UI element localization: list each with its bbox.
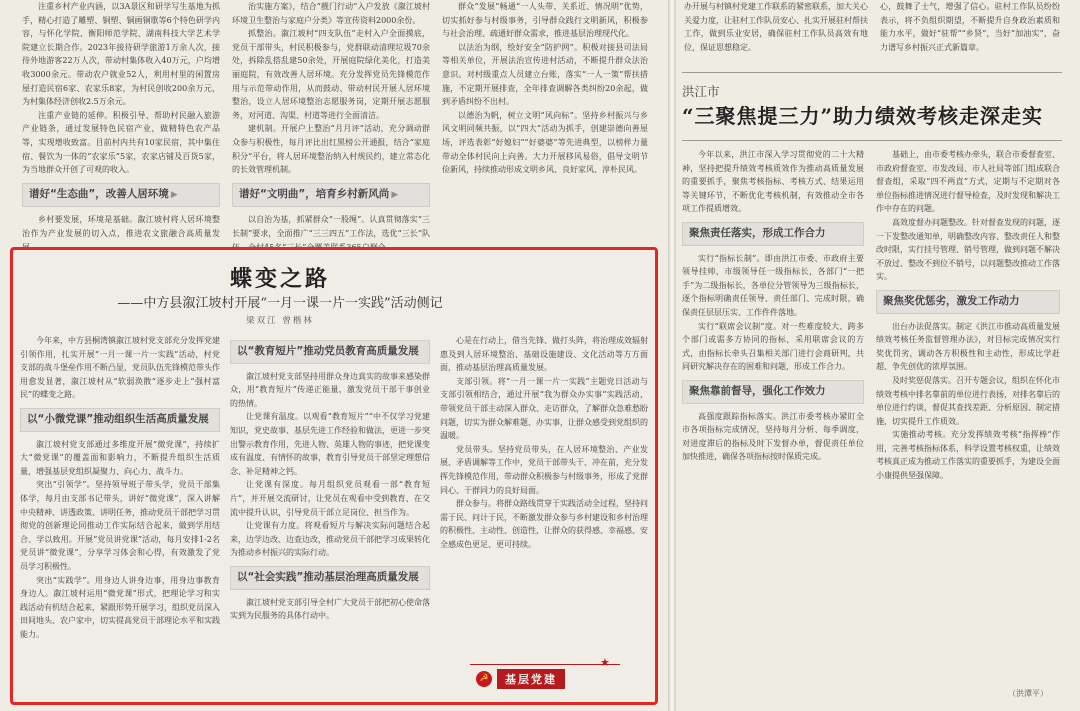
paragraph: 实施推动考核。充分发挥绩效考核“指挥棒”作用，完善考核指标体系，科学设置考核权重，让绩效考核真正成为推动工作落实的重要抓手，为建设全面小康提供坚强保障。 — [876, 430, 1060, 481]
right-article-column-1 — [682, 148, 864, 698]
section-subhead: 谱好“文明曲”，培育乡村新风尚 ▶ — [232, 183, 430, 208]
paragraph: 以德治为帆，树立文明“风向标”。坚持乡村振兴与乡风文明同频共振，以“四大”活动为抓手，创建崇德向善屋场，评选表彰“好媳妇”“好婆婆”等先进典型，以榜样力量带动全体村民向上向善。大力开展移风易俗，倡导文明节俭新风，持续推动形成文明乡风、良好家风、淳朴民风。 — [442, 110, 648, 175]
paragraph: 让党课有力度。将观看短片与解决实际问题结合起来，边学边改、边查边改，推动党员干部把学习成果转化为推动乡村振兴的实际行动。 — [230, 521, 430, 558]
section-rule — [682, 72, 1062, 73]
article-headline: 蝶变之路 — [229, 266, 330, 292]
page-fold — [668, 0, 676, 711]
paragraph: 实行“指标长制”。即由洪江市委、市政府主要领导挂帅，市级领导任一级指标长，各部门“一把手”为二级指标长，各单位分管领导为三级指标长，逐个指标明确责任领导、责任部门、完成时限，确保责任层层压实、工作件件落地。 — [682, 253, 864, 317]
paragraph: 心是在行动上，借当先锋、做打头阵，将治理成效辐射惠及到人居环境整治、基础设施建设、文化活动等方方面面，推动基层治理高质量发展。 — [440, 336, 648, 373]
left-top-column-2 — [232, 0, 430, 244]
section-subhead: 聚焦奖优惩劣，激发工作动力 — [876, 290, 1060, 314]
triangle-icon: ▶ — [170, 189, 178, 200]
section-rule — [682, 140, 1062, 141]
column-brand-label: 基层党建 — [497, 669, 565, 689]
paragraph: 让党课有深度。每月组织党员观看一部“教育短片”，并开展交流研讨，让党员在观看中受到教育、在交流中提升认识，引导党员干部立足岗位、担当作为。 — [230, 480, 430, 517]
article-subtitle: ——中方县溆江坡村开展“一月一课一片一实践”活动侧记 — [117, 296, 443, 311]
paragraph: 以自治为基，抓紧群众“一股绳”。认真贯彻落实“三长制”要求，全面推广“三三四五”工作法，选优“三长”队 — [232, 215, 430, 238]
paragraph: 今年以来，洪江市深入学习贯彻党的二十大精神，坚持把提升绩效考核质效作为推动高质量发展的重要抓手，聚焦考核指标、考核方式、结果运用等关键环节，不断优化考核机制，有效推动全市各项工作提质增效。 — [682, 150, 864, 214]
right-article-column-2 — [876, 148, 1060, 688]
paragraph: 出台办法促落实。制定《洪江市推动高质量发展绩效考核任务监督管理办法》，对目标完成情况实行奖优罚劣，调动各方积极性和主动性，形成比学赶超、争先创优的浓厚氛围。 — [876, 321, 1060, 372]
left-top-column-3 — [442, 0, 648, 244]
paragraph: 高效度督办问题整改。针对督查发现的问题，逐一下发整改通知单，明确整改内容、整改责任人和整改时限，实行挂号管理、销号管理，做到问题不解决不放过、整改不到位不销号，以问题整改推动工作落实。 — [876, 217, 1060, 282]
paragraph: 今年来，中方县桐湾镇溆江坡村党支部充分发挥党建引领作用，扎实开展“一月一课一片一实践”活动，村党支部的战斗堡垒作用不断凸显，党员队伍先锋模范带头作用愈发显著，溆江坡村从“软弱涣散”逐步走上“强村富民”的蝶变之路。 — [20, 336, 220, 400]
paragraph: 溆江坡村党支部通过多维度开展“微党课”，持续扩大“微党课”的覆盖面和影响力，不断提升组织生活质量，增强基层党组织凝聚力、向心力、战斗力。 — [20, 439, 220, 476]
paragraph: 群众参与。将群众路线贯穿于实践活动全过程，坚持问需于民、问计于民，不断激发群众参与乡村建设和乡村治理的积极性、主动性、创造性，让群众的获得感、幸福感、安全感成色更足、更可持续。 — [440, 499, 648, 549]
paragraph: 建机制。开展户上整治“月月评”活动，充分调动群众参与积极性，每月评比出红黑榜公开通报，结合“家庭积分”平台，将人居环境整治纳入村规民约，建立常态化的长效管理机制。 — [232, 124, 430, 175]
paragraph: 高强度跟踪指标落实。洪江市委考核办紧盯全市各项指标完成情况，坚持每月分析、每季调度，对进度滞后的指标及时下发督办单，督促责任单位加快推进，确保各项指标按时保质完成。 — [682, 411, 864, 462]
paragraph: 溆江坡村党支部坚持用群众身边真实的故事来感染群众，用“教育短片”传递正能量，激发党员干部干事创业的热情。 — [230, 371, 430, 408]
section-subhead: 聚焦责任落实，形成工作合力 — [682, 222, 864, 246]
article-source-note: （洪潭平） — [1008, 689, 1048, 698]
paragraph: 群众“发展”畅通“一人头带、关系近、情况明”优势，切实抓好参与村级事务，引导群众践行文明新风，积极参与社会治理、疏通好群众需求，推进基层治理现代化。 — [442, 2, 648, 39]
section-subhead: 谱好“生态曲”，改善人居环境 ▶ — [22, 183, 220, 208]
paragraph: 溆江坡村党支部引导全村广大党员干部把初心使命落实到为民服务的具体行动中。 — [230, 597, 430, 621]
article-byline: 梁双江 曾楷林 — [246, 316, 314, 326]
paragraph: 突出“实践学”。用身边人讲身边事，用身边事教育身边人。溆江坡村运用“微党课”形式，把理论学习和实践活动有机结合起来，紧跟形势开展学习，组织党员深入田间地头、农户家中，切实提高党员干部理论水平和实践能力。 — [20, 575, 220, 639]
paragraph: 抓整治。溆江坡村“四支队伍”走村入户全面摸底，党员干部带头，村民积极参与，党群联动清理垃圾70余处，拆除乱搭乱建50余处，开展庭院绿化美化，打造美丽庭院，有效改善人居环境。充分发挥党员先锋模范作用与示范带动作用，从而鼓动、带动村民开展人居环境整治，设立人居环境整治志愿服务岗，定期开展志愿服务，对河道、沟渠、村道等进行全面清洁。 — [232, 29, 430, 120]
paragraph: 治实施方案》，结合“靓门行动”入户发放《溆江坡村环境卫生整治与家庭户分类》等宣传资料2000余份。 — [232, 2, 430, 25]
paragraph: 让党课有温度。以观看“教育短片”“中不仅学习党建知识，党史故事、基层先进工作经验和做法，更进一步突出警示教育作用，先进人物、英雄人物的事迹，把党课变成有温度、有情怀的故事，教育引导党员干部坚定理想信念、补足精神之钙。 — [230, 412, 430, 476]
city-label: 洪江市 — [682, 84, 720, 99]
column-brand — [476, 668, 616, 690]
article-column-1 — [20, 334, 220, 700]
paragraph: 基础上，由市委考核办牵头，联合市委督查室、市政府督查室、市发改局、市人社局等部门组成联合督查组，采取“四不两直”方式，定期与不定期对各单位指标推进情况进行督导检查，及时发现和解决工作中存在的问题。 — [876, 150, 1060, 214]
right-top-column-2 — [880, 0, 1060, 58]
right-top-column-1 — [684, 0, 868, 58]
section-subhead: 以“社会实践”推动基层治理高质量发展 — [230, 566, 430, 590]
party-emblem-icon: ☭ — [476, 671, 492, 687]
right-article-headline: “三聚焦提三力”助力绩效考核走深走实 — [682, 104, 1044, 128]
left-top-column-1 — [22, 0, 220, 244]
brand-divider — [470, 664, 620, 665]
paragraph: 以法治为纲，绘好安全“防护网”。积极对接县司法局等相关单位，开展法治宣传进村活动，不断提升群众法治意识。对村级重点人员建立台账，落实“一人一策”帮扶措施，不定期开展排查，全年排查调解各类纠纷20余起，做到矛盾纠纷不出村。 — [442, 42, 648, 107]
paragraph: 注重乡村产业内涵，以3A景区和研学写生基地为抓手，精心打造了雕塑、铜塑、铜画铜歌等6个特色研学内容，与怀化学院、衡阳师范学院、湖南科技大学艺术学院建立长期合作。2023年接待研学旅游1万余人次，接待外地游客22万人次，带动村集体收入40万元，户均增收3000余元。带动农户就业52人，利用村里的闲置房屋打造民宿6家、农家乐8家，为村民创收200余万元，为村集体经济创收2.5万余元。 — [22, 2, 220, 107]
paragraph: 突出“引领学”。坚持领导班子带头学，党员干部集体学，每月由支部书记带头，讲好“微党课”，深入讲解中央精神、讲透政策、讲明任务，推动党员干部把学习贯彻党的创新理论同推动工作实际结合起来，做到学用结合、学以致用。开展“党员讲党课”活动，每月安排1-2名党员讲“微党课”，分享学习体会和心得，有效激发了党员学习积极性。 — [20, 480, 220, 571]
section-subhead: 以“教育短片”推动党员教育高质量发展 — [230, 340, 430, 364]
article-column-3 — [440, 334, 648, 652]
triangle-icon: ▶ — [391, 189, 399, 200]
section-subhead: 聚焦靠前督导，强化工作效力 — [682, 380, 864, 404]
star-icon: ★ — [600, 656, 610, 669]
paragraph: 注重产业链的延伸。积极引导、帮助村民融入旅游产业链条，通过发展特色民宿产业，做精特色农产品等，实现增收致富。目前村内共有10家民宿，其中集住宿、餐饮为一体的“农家乐”5家，农家店铺及百货5家，为当地群众开创了可观的收入。 — [22, 110, 220, 175]
section-subhead: 以“小微党课”推动组织生活高质量发展 — [20, 408, 220, 432]
paragraph: 支部引领。将“一月一课一片一实践”主题党日活动与支部引领相结合，通过开展“我为群众办实事”实践活动，带领党员干部主动深入群众、走访群众，了解群众急难愁盼问题，切实为群众解难题、办实事，让群众感受到党组织的温暖。 — [440, 376, 648, 441]
article-column-2 — [230, 340, 430, 700]
paragraph: 心，鼓舞了士气，增强了信心。驻村工作队员纷纷表示，将不负组织期望，不断提升自身政治素质和能力水平，做好“驻帮”“乡贤”，当好“加油实”，奋力谱写乡村振兴正式新篇章。 — [880, 2, 1060, 52]
paragraph: 党员带头。坚持党员带头，在人居环境整治、产业发展、矛盾调解等工作中，党员干部带头干、冲在前，充分发挥先锋模范作用，带动群众积极参与村级事务，形成了党群同心、干群同力的良好局面。 — [440, 444, 648, 495]
paragraph: 实行“联席会议制”度。对一些难度较大、跨多个部门或需多方协同的指标，采用联席会议的方式，由指标长牵头召集相关部门进行会商研判，共同研究解决存在的困难和问题，形成工作合力。 — [682, 321, 864, 372]
paragraph: 乡村要发展，环境是基础。溆江坡村将人居环境整治作为产业发展的切入点，推进农文旅融合高质量发 — [22, 215, 220, 238]
paragraph: 及时奖惩促落实。召开专题会议，组织在怀化市绩效考核中排名靠前的单位进行表扬，对排名靠后的单位进行约谈，督促其查找差距、分析原因、制定措施，切实提升工作质效。 — [876, 375, 1060, 426]
paragraph: 办开展与村镇村党建工作联系的紧密联系，加大关心关爱力度，让驻村工作队员安心、扎实开展驻村帮扶工作，做到乐业安居，确保驻村工作队员高效有地位，保证思想稳定。 — [684, 2, 868, 52]
